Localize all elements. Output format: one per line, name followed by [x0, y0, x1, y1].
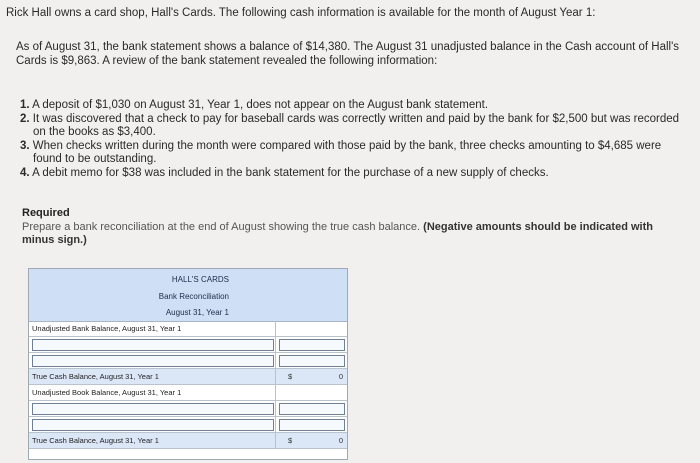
table-row — [29, 337, 347, 353]
list-item: 4. A debit memo for $38 was included in the bank statement for the purchase of a new supply of checks. — [20, 166, 549, 179]
intro-text: Rick Hall owns a card shop, Hall's Cards. The following cash information is available for the month of August Year 1: — [6, 7, 596, 19]
company-name: HALL'S CARDS — [171, 275, 229, 284]
table-header — [29, 269, 347, 322]
table-row — [29, 321, 347, 337]
book-adjustment-input[interactable] — [32, 419, 274, 431]
bank-adjustment-input[interactable] — [32, 355, 274, 367]
currency-symbol: $ — [288, 372, 293, 381]
true-cash-total: 0 — [338, 372, 343, 381]
information-list — [20, 99, 692, 180]
table-row — [29, 417, 347, 433]
unadjusted-bank-label: Unadjusted Bank Balance, August 31, Year 1 — [32, 324, 182, 333]
amount-cell — [275, 369, 348, 384]
book-adjustment-input[interactable] — [32, 403, 274, 415]
true-cash-total: 0 — [338, 436, 343, 445]
list-item: 1. A deposit of $1,030 on August 31, Year 1, does not appear on the August bank statement. — [20, 99, 489, 111]
required-instructions: Prepare a bank reconciliation at the end of August showing the true cash balance. (Negative amounts should be indicated with minus sign.) — [22, 221, 653, 246]
bank-adjustment-input[interactable] — [32, 339, 274, 351]
problem-paragraph: As of August 31, the bank statement shows a balance of $14,380. The August 31 unadjusted balance in the Cash account of Hall's Cards is $9,863. A review of the bank statement revealed the following information: — [16, 41, 680, 67]
amount-cell — [275, 385, 348, 400]
table-row — [29, 401, 347, 417]
table-row — [29, 433, 347, 449]
book-adjustment-amount-input[interactable] — [279, 419, 345, 431]
bank-adjustment-amount-input[interactable] — [279, 339, 345, 351]
required-note: (Negative amounts should be indicated with minus sign.) — [22, 221, 653, 246]
statement-title: Bank Reconciliation — [158, 292, 229, 301]
list-item: 3. When checks written during the month were compared with those paid by the bank, three checks amounting to $4,685 were found to be outstanding. — [20, 139, 662, 165]
table-row — [29, 353, 347, 369]
table-row — [29, 385, 347, 401]
book-adjustment-amount-input[interactable] — [279, 403, 345, 415]
true-cash-label: True Cash Balance, August 31, Year 1 — [32, 372, 159, 381]
list-item: 2. It was discovered that a check to pay for baseball cards was correctly written and paid by the bank for $2,500 but was recorded on the books as $3,400. — [20, 112, 680, 138]
bank-reconciliation-table — [28, 268, 348, 460]
currency-symbol: $ — [288, 436, 293, 445]
amount-cell — [275, 433, 348, 448]
bank-adjustment-amount-input[interactable] — [279, 355, 345, 367]
true-cash-label: True Cash Balance, August 31, Year 1 — [32, 436, 159, 445]
statement-date: August 31, Year 1 — [165, 308, 229, 317]
table-row — [29, 369, 347, 385]
unadjusted-book-label: Unadjusted Book Balance, August 31, Year 1 — [32, 388, 182, 397]
required-heading: Required — [22, 207, 70, 219]
amount-cell — [275, 321, 348, 336]
